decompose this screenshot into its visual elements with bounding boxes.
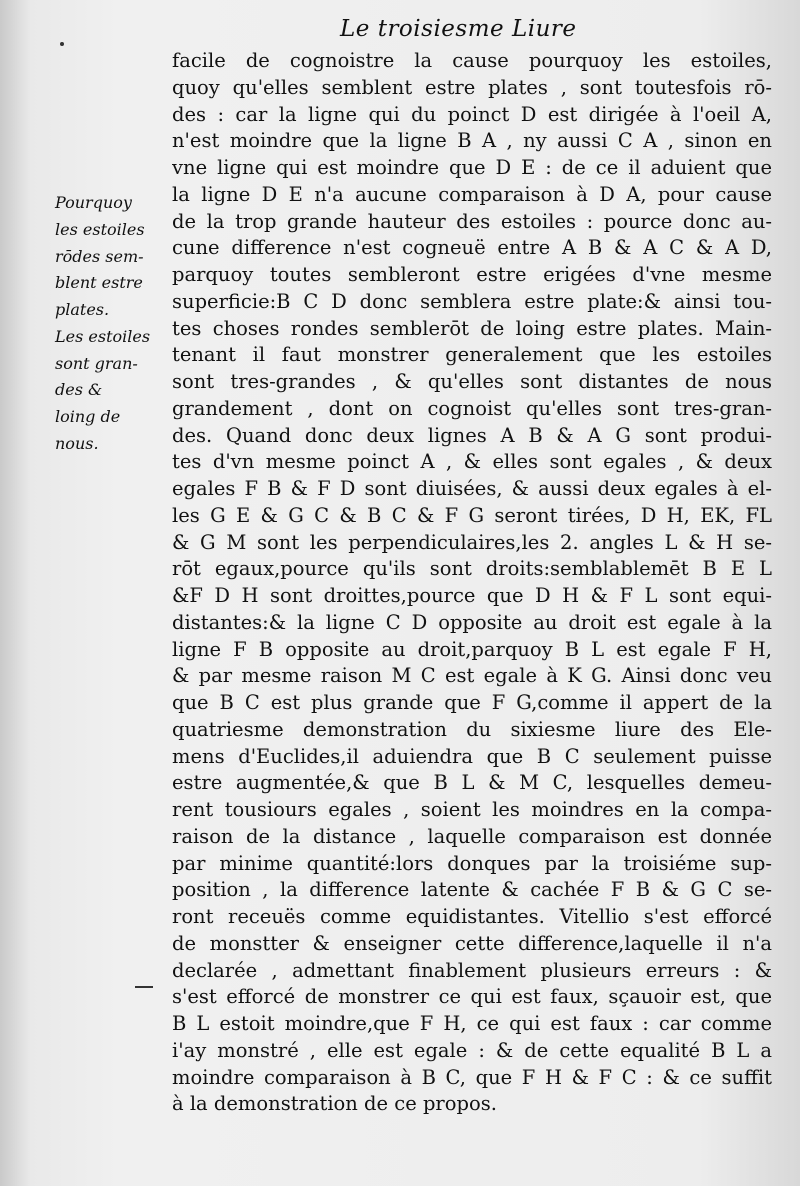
body-text <box>172 48 772 1118</box>
text-line: mens d'Euclides,il aduiendra que B C seulement puisse <box>172 744 772 768</box>
text-line: par minime quantité:lors donques par la troisiéme sup- <box>172 851 772 875</box>
text-line: moindre comparaison à B C, que F H & F C : & ce suffit <box>172 1065 772 1089</box>
margin-note-line: les estoiles <box>55 219 145 239</box>
text-line: i'ay monstré , elle est egale : & de cette equalité B L a <box>172 1038 772 1062</box>
text-line: distantes:& la ligne C D opposite au droit est egale à la <box>172 610 772 634</box>
text-line: position , la difference latente & cachée F B & G C se- <box>172 878 772 902</box>
margin-note-line: sont gran- <box>55 353 138 373</box>
text-line: de la trop grande hauteur des estoiles : pource donc au- <box>172 209 772 233</box>
text-line: tes d'vn mesme poinct A , & elles sont egales , & deux <box>172 450 772 474</box>
text-line: ront receuës comme equidistantes. Vitellio s'est efforcé <box>172 905 772 928</box>
text-line: declarée , admettant finablement plusieurs erreurs : & <box>172 958 772 982</box>
text-line: quoy qu'elles semblent estre plates , sont toutesfois rō- <box>172 75 772 99</box>
text-line: & par mesme raison M C est egale à K G. Ainsi donc veu <box>172 664 772 688</box>
text-line: egales F B & F D sont diuisées, & aussi deux egales à el- <box>172 477 772 500</box>
text-line: tenant il faut monstrer generalement que les estoiles <box>172 343 772 367</box>
text-line: rōt egaux,pource qu'ils sont droits:semblablemēt B E L <box>172 557 772 581</box>
text-line: estre augmentée,& que B L & M C, lesquelles demeu- <box>172 771 772 795</box>
text-line: ligne F B opposite au droit,parquoy B L est egale F H, <box>172 637 772 661</box>
text-line: B L estoit moindre,que F H, ce qui est faux : car comme <box>172 1012 772 1035</box>
text-line: & G M sont les perpendiculaires,les 2. angles L & H se- <box>172 530 772 554</box>
text-line: la ligne D E n'a aucune comparaison à D A, pour cause <box>172 182 772 206</box>
text-line: &F D H sont droittes,pource que D H & F L sont equi- <box>172 584 772 607</box>
text-line: facile de cognoistre la cause pourquoy les estoiles, <box>172 49 772 72</box>
text-line: tes choses rondes semblerōt de loing estre plates. Main- <box>172 316 772 340</box>
text-line: les G E & G C & B C & F G seront tirées, D H, EK, FL <box>172 503 772 527</box>
text-line: sont tres-grandes , & qu'elles sont distantes de nous <box>172 370 772 393</box>
margin-note-line: Pourquoy <box>55 193 132 212</box>
text-line: grandement , dont on cognoist qu'elles sont tres-gran- <box>172 396 772 420</box>
margin-note-line: rōdes sem- <box>55 246 144 266</box>
text-line: des. Quand donc deux lignes A B & A G sont produi- <box>172 423 772 447</box>
margin-note-line: loing de <box>55 407 121 426</box>
text-line: rent tousiours egales , soient les moindres en la compa- <box>172 798 772 821</box>
margin-note-line: plates. <box>55 300 110 319</box>
text-line: superficie:B C D donc semblera estre plate:& ainsi tou- <box>172 289 772 313</box>
text-line: que B C est plus grande que F G,comme il appert de la <box>172 691 772 714</box>
margin-note-line: blent estre <box>55 273 143 293</box>
running-title: Le troisiesme Liure <box>340 16 577 42</box>
margin-note <box>55 190 173 458</box>
margin-note-line: nous. <box>55 433 99 453</box>
text-line: quatriesme demonstration du sixiesme liure des Ele- <box>172 717 772 741</box>
text-line: à la demonstration de ce propos. <box>172 1092 497 1116</box>
text-line: cune difference n'est cogneuë entre A B & A C & A D, <box>172 236 772 260</box>
text-line: des : car la ligne qui du poinct D est dirigée à l'oeil A, <box>172 102 772 126</box>
text-line: s'est efforcé de monstrer ce qui est faux, sçauoir est, que <box>172 985 772 1009</box>
margin-note-line: des & <box>55 380 103 400</box>
text-line: parquoy toutes sembleront estre erigées d'vne mesme <box>172 263 772 286</box>
text-line: vne ligne qui est moindre que D E : de ce il aduient que <box>172 156 772 179</box>
text-line: de monstter & enseigner cette difference,laquelle il n'a <box>172 931 772 955</box>
ink-dot <box>60 42 64 46</box>
margin-note-line: Les estoiles <box>55 326 151 346</box>
text-line: n'est moindre que la ligne B A , ny aussi C A , sinon en <box>172 129 772 153</box>
text-line: raison de la distance , laquelle comparaison est donnée <box>172 824 772 848</box>
margin-dash <box>135 986 153 988</box>
